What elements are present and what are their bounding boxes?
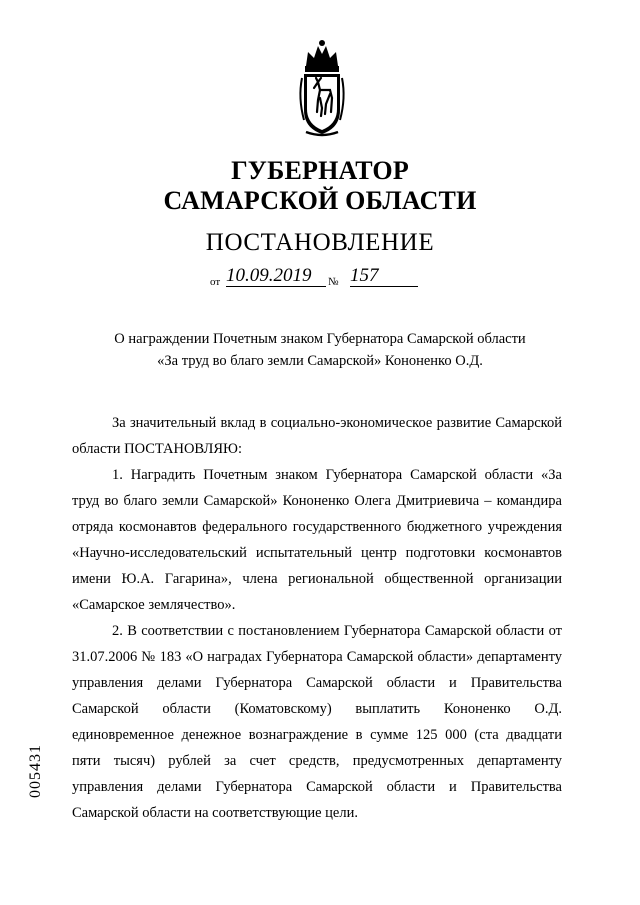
subject-line2: «За труд во благо земли Самарской» Кононенко О.Д. [157, 353, 483, 369]
body-paragraph-3: 2. В соответствии с постановлением Губернатора Самарской области от 31.07.2006 № 183 «О наградах Губернатора Самарской области» департаменту управления делами Губернатора Самарской области и Правительства Самарской области (Коматовскому) выплатить Кононенко О.Д. единовременное денежное вознаграждение в сумме 125 000 (ста двадцати пяти тысяч) рублей за счет средств, предусмотренных департаменту управления делами Губернатора Самарской области и Правительства Самарской области на соответствующие цели. [72, 623, 562, 821]
side-code [26, 726, 46, 816]
document-number: 157 [350, 266, 418, 287]
side-code-text: 005431 [27, 744, 44, 798]
document-number-line [210, 266, 440, 290]
body-paragraph-2: 1. Наградить Почетным знаком Губернатора Самарской области «За труд во благо земли Самарской» Кононенко Олега Дмитриевича – командира отряда космонавтов федерального государственного бюджетного учреждения «Научно-исследовательский испытательный центр подготовки космонавтов имени Ю.А. Гагарина», члена региональной общественной организации «Самарское землячество». [72, 467, 562, 613]
subject-line1: О награждении Почетным знаком Губернатора Самарской области [114, 331, 526, 347]
issuer-title-line2: САМАРСКОЙ ОБЛАСТИ [163, 186, 477, 215]
samara-coat-of-arms-icon [296, 38, 348, 138]
document-body [72, 410, 562, 826]
issuer-title-line1: ГУБЕРНАТОР [231, 156, 409, 185]
document-date: 10.09.2019 [226, 266, 326, 287]
body-paragraph-1: За значительный вклад в социально-экономическое развитие Самарской области ПОСТАНОВЛЯЮ: [72, 415, 562, 457]
number-sign: № [328, 276, 339, 288]
document-type: ПОСТАНОВЛЕНИЕ [205, 229, 435, 256]
date-from-label: от [210, 276, 221, 288]
